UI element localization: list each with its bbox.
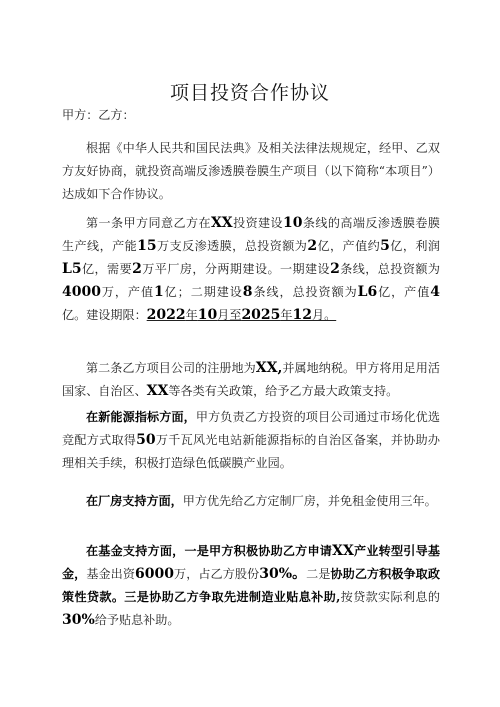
phase1-output-value: 1: [153, 284, 164, 300]
factory-heading: 在厂房支持方面，: [86, 494, 183, 508]
text-run: 亿，利润: [389, 239, 440, 253]
phase2-output-value: 4: [430, 284, 440, 300]
article-2-paragraph: [62, 357, 440, 403]
profit-value: L5: [62, 261, 82, 277]
line-count-value: 10: [283, 215, 303, 231]
total-investment-value: 2: [307, 238, 318, 254]
text-run: 亿。建设期限：: [62, 308, 147, 322]
text-run: 给予贴息补助。: [94, 613, 180, 627]
fund-paragraph: [62, 540, 440, 632]
factory-area-value: 2: [132, 261, 142, 277]
output-value: 5: [380, 238, 390, 254]
article-1-paragraph: [62, 212, 440, 327]
region-value: XX: [146, 383, 169, 399]
text-run: 月至: [217, 308, 242, 322]
text-run: 并属地纳税。甲方将用足用活国家、自治区、: [62, 361, 440, 398]
fund-heading: 在基金支持方面，一是甲方积极协助乙方申请: [86, 544, 333, 558]
phase1-investment-value: 4000: [62, 284, 101, 300]
text-run: 按贷款实际利息的: [340, 590, 440, 604]
text-run: 等各类有关政策，给予乙方最大政策支持。: [168, 384, 399, 398]
subsidy-percent-value: 30%: [62, 612, 95, 628]
parties-line: 甲方：乙方：: [62, 108, 135, 122]
share-percent-value: 30%。: [259, 566, 307, 582]
end-year: 2025: [241, 307, 281, 323]
energy-paragraph: [62, 406, 440, 475]
start-year: 2022: [146, 307, 186, 323]
capacity-value: 15: [137, 238, 157, 254]
construction-period: [147, 308, 337, 322]
end-month: 12: [292, 307, 312, 323]
text-run: 第一条甲方同意乙方在: [86, 216, 211, 230]
factory-paragraph: [62, 490, 440, 513]
phase2-lines-value: 8: [242, 284, 253, 300]
fund-amount-value: 6000: [135, 566, 174, 582]
text-run: 年: [185, 308, 198, 322]
text-run: 万平厂房，分两期建设。一期建设: [141, 262, 331, 276]
loan-support-text: 协助乙方积极争取政策性贷款。三是协助乙方争取先进制造业贴息补助,: [62, 567, 440, 604]
energy-heading: 在新能源指标方面，: [86, 410, 196, 424]
fund-heading-cont: 产业转型引导基金，: [62, 544, 440, 581]
text-run: 亿；二期建设: [163, 285, 243, 299]
text-run: 基金出资: [86, 567, 136, 581]
text-run: 万千瓦风光电站新能源指标的自治区备案，并协助办理相关手续，积极打造绿色低碳膜产业园。: [62, 433, 440, 470]
document-title: 项目投资合作协议: [169, 82, 330, 104]
text-run: 月。: [312, 308, 337, 322]
text-run: 第二条乙方项目公司的注册地为: [86, 361, 256, 375]
start-month: 10: [197, 307, 218, 323]
text-run: 亿，产值: [377, 285, 431, 299]
phase1-lines-value: 2: [330, 261, 340, 277]
text-run: 条线，总投资额为: [252, 285, 358, 299]
registration-place-value: XX,: [255, 360, 283, 376]
text-run: 条线，总投资额为: [339, 262, 440, 276]
text-run: 万，占乙方股份: [173, 567, 260, 581]
text-run: 年: [280, 308, 293, 322]
text-run: 万，产值: [100, 285, 154, 299]
text-run: 二是: [306, 567, 331, 581]
capacity-kw-value: 50: [136, 432, 156, 448]
text-run: 条线的高端反渗透膜卷膜生产线，产能: [62, 216, 440, 253]
text-run: 亿，产值约: [317, 239, 381, 253]
text-run: 甲方优先给乙方定制厂房，并免租金使用三年。: [182, 494, 437, 508]
text-run: 投资建设: [232, 216, 284, 230]
intro-paragraph: 根据《中华人民共和国民法典》及相关法律法规规定，经甲、乙双方友好协商，就投资高端反渗透膜卷膜生产项目（以下简称“本项目”）达成如下合作协议。: [62, 141, 440, 201]
text-run: 甲方负责乙方投资的项目公司通过市场化优选竞配方式取得: [62, 410, 440, 447]
text-run: 万支反渗透膜，总投资额为: [156, 239, 308, 253]
fund-region-value: XX: [332, 543, 354, 559]
location-value: XX: [210, 215, 233, 231]
phase2-investment-value: L6: [357, 284, 378, 300]
text-run: 亿，需要: [81, 262, 133, 276]
